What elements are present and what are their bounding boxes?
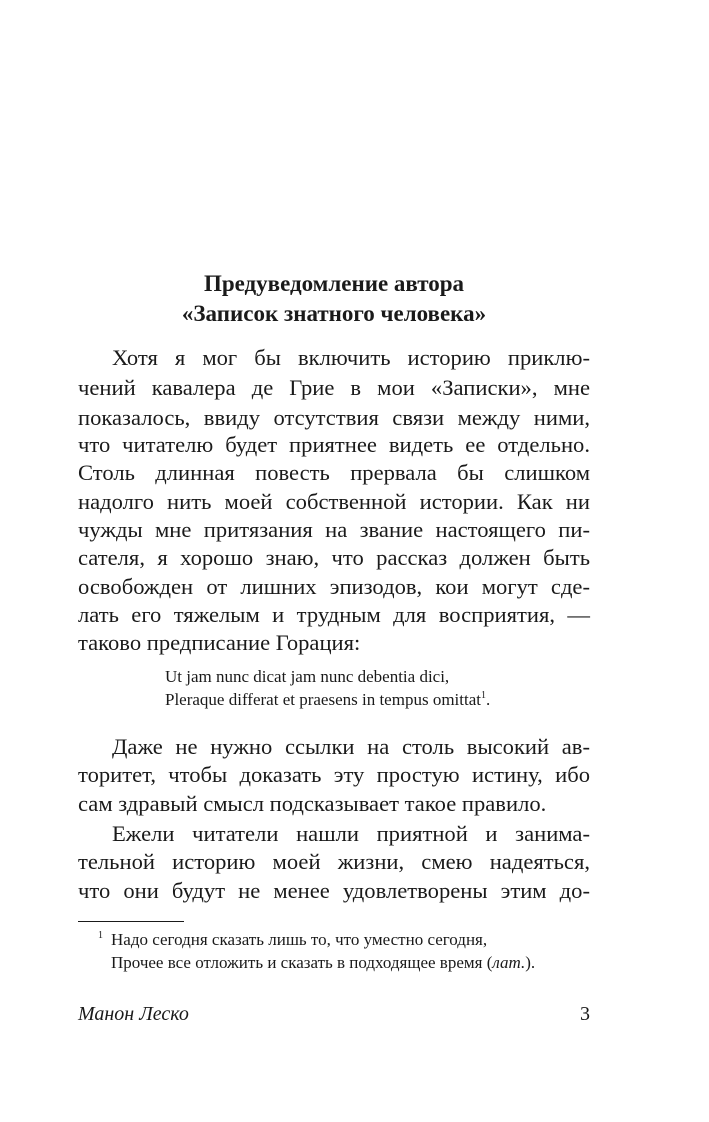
verse-line-2 — [165, 689, 490, 711]
footnote-reference[interactable]: 1 — [480, 690, 486, 701]
paragraph-line: надолго нить моей собственной истории. Как ни — [78, 489, 590, 514]
heading-line-2: «Записок знатного человека» — [181, 301, 487, 326]
paragraph-line: таково предписание Горация: — [78, 630, 361, 655]
paragraph-line: чужды мне притязания на звание настоящего пи- — [78, 517, 590, 542]
paragraph-line: Даже не нужно ссылки на столь высокий ав- — [112, 734, 590, 759]
footnote-line-2 — [111, 952, 535, 974]
footnote-language-note: лат. — [492, 953, 526, 972]
paragraph-line: освобожден от лишних эпизодов, кои могут сде- — [78, 574, 590, 599]
heading-line-1: Предуведомление автора — [203, 271, 465, 296]
paragraph-line: что они будут не менее удовлетворены этим до- — [78, 878, 590, 903]
verse-line-1: Ut jam nunc dicat jam nunc debentia dici, — [165, 667, 450, 686]
paragraph-line: Столь длинная повесть прервала бы слишком — [78, 460, 590, 485]
running-title: Манон Леско — [78, 1003, 189, 1025]
footnote-line-2-suffix: ). — [525, 953, 536, 972]
footnote-line-2-prefix: Прочее все отложить и сказать в подходящее время ( — [111, 953, 493, 972]
paragraph-line: торитет, чтобы доказать эту простую истину, ибо — [78, 762, 590, 787]
paragraph-line: сам здравый смысл подсказывает такое правило. — [78, 791, 547, 816]
paragraph-line: Хотя я мог бы включить историю приклю- — [112, 345, 590, 370]
footnote-divider — [78, 921, 184, 922]
paragraph-line: показалось, ввиду отсутствия связи между ними, — [78, 405, 590, 430]
verse-line-2-text: Pleraque differat et praesens in tempus omittat — [165, 690, 481, 709]
paragraph-line: сателя, я хорошо знаю, что рассказ должен быть — [78, 545, 590, 570]
paragraph-line: что читателю будет приятнее видеть ее отдельно. — [78, 432, 590, 457]
page-number: 3 — [580, 1003, 590, 1025]
paragraph-line: тельной историю моей жизни, смею надеяться, — [78, 849, 590, 874]
paragraph-line: Ежели читатели нашли приятной и занима- — [112, 821, 590, 846]
verse-line-2-end: . — [485, 690, 491, 709]
paragraph-line: чений кавалера де Грие в мои «Записки», мне — [78, 375, 590, 400]
footnote-number: 1 — [98, 930, 103, 941]
footnote-line-1: Надо сегодня сказать лишь то, что уместно сегодня, — [111, 930, 488, 949]
paragraph-line: лать его тяжелым и трудным для восприятия, — — [78, 602, 590, 627]
